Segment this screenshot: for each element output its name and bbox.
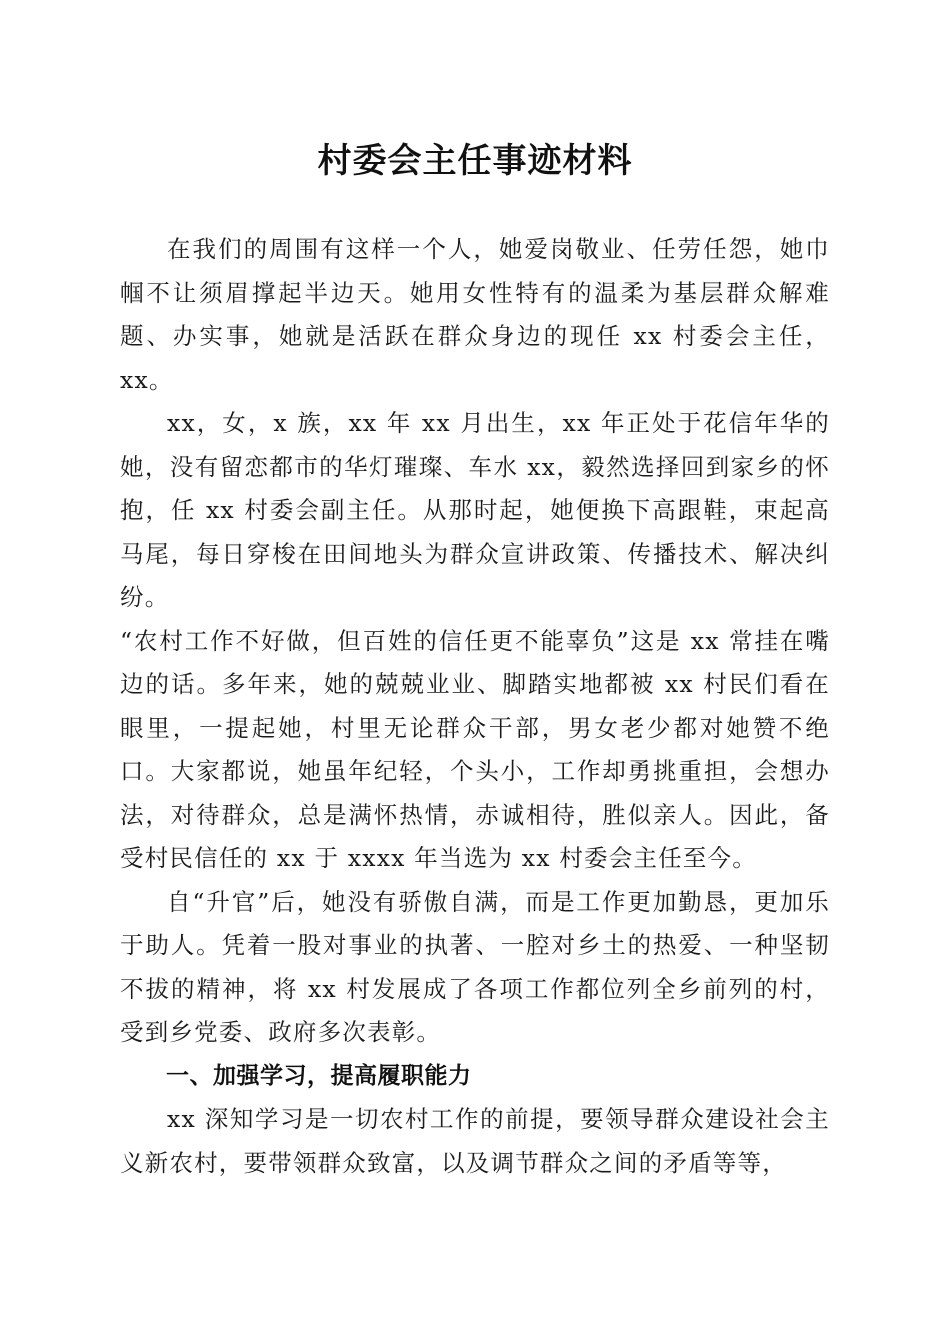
paragraph-section-one: xx 深知学习是一切农村工作的前提，要领导群众建设社会主义新农村，要带领群众致富，以及调节群众之间的矛盾等等， [120,1105,830,1177]
paragraph-quote: “农村工作不好做，但百姓的信任更不能辜负”这是 xx 常挂在嘴边的话。多年来，她的兢兢业业、脚踏实地都被 xx 村民们看在眼里，一提起她，村里无论群众干部，男女老少都对她赞不绝口。大家都说，她虽年纪轻，个头小，工作却勇挑重担，会想办法，对待群众，总是满怀热情，赤诚相待，胜似亲人。因此，备受村民信任的 xx 于 xxxx 年当选为 xx 村委会主任至今。 [120,626,830,872]
section-heading: 一、加强学习，提高履职能力 [166,1062,472,1089]
document-body [120,228,830,1185]
paragraph-intro: 在我们的周围有这样一个人，她爱岗敬业、任劳任怨，她巾帼不让须眉撑起半边天。她用女性特有的温柔为基层群众解难题、办实事，她就是活跃在群众身边的现任 xx 村委会主任，xx。 [120,235,830,394]
paragraph-background: xx，女，x 族，xx 年 xx 月出生，xx 年正处于花信年华的她，没有留恋都市的华灯璀璨、车水 xx，毅然选择回到家乡的怀抱，任 xx 村委会副主任。从那时起，她便换下高跟鞋，束起高马尾，每日穿梭在田间地头为群众宣讲政策、传播技术、解决纠纷。 [120,409,830,611]
document-title: 村委会主任事迹材料 [317,141,633,181]
paragraph-promotion: 自“升官”后，她没有骄傲自满，而是工作更加勤恳，更加乐于助人。凭着一股对事业的执著、一腔对乡土的热爱、一种坚韧不拔的精神，将 xx 村发展成了各项工作都位列全乡前列的村，受到乡党委、政府多次表彰。 [120,887,830,1046]
